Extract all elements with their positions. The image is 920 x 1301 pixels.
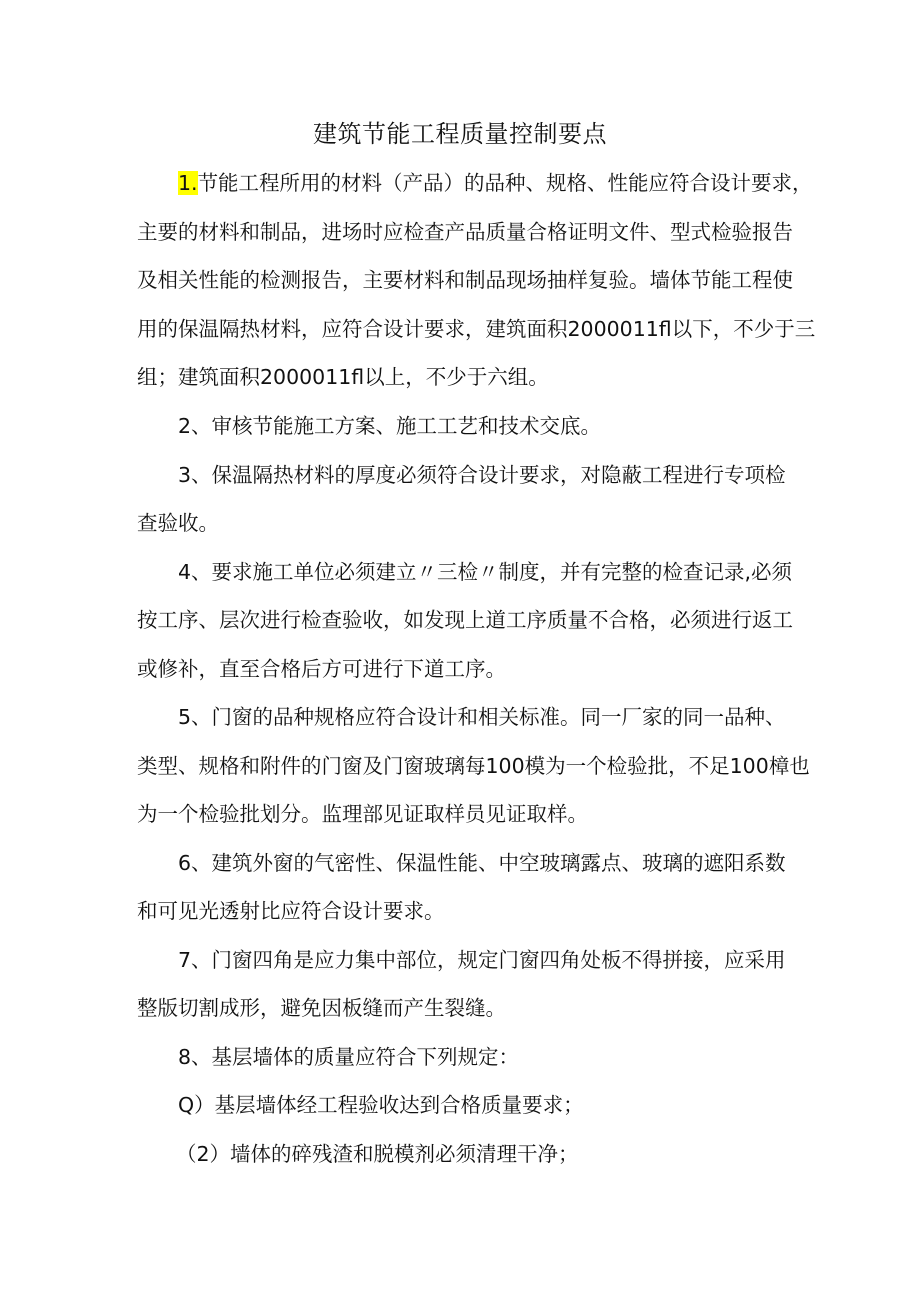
paragraph-1-line-3: 及相关性能的检测报告，主要材料和制品现场抽样复验。墙体节能工程使 xyxy=(137,268,793,292)
paragraph-6-line-2: 和可见光透射比应符合设计要求。 xyxy=(137,899,445,923)
paragraph-4-line-3: 或修补，直至合格后方可进行下道工序。 xyxy=(137,657,506,681)
paragraph-1-line-4: 用的保温隔热材料，应符合设计要求，建筑面积2000011fl以下，不少于三 xyxy=(137,317,816,341)
paragraph-5-line-2: 类型、规格和附件的门窗及门窗玻璃每100模为一个检验批，不足100樟也 xyxy=(137,754,810,778)
paragraph-8-line-1: 8、基层墙体的质量应符合下列规定： xyxy=(178,1045,520,1069)
paragraph-4-line-1: 4、要求施工单位必须建立〃三检〃制度，并有完整的检查记录,必须 xyxy=(178,560,793,584)
paragraph-4-line-2: 按工序、层次进行检查验收，如发现上道工序质量不合格，必须进行返工 xyxy=(137,608,793,632)
highlighted-number: 1. xyxy=(178,171,198,195)
paragraph-3-line-1: 3、保温隔热材料的厚度必须符合设计要求，对隐蔽工程进行专项检 xyxy=(178,463,786,487)
paragraph-6-line-1: 6、建筑外窗的气密性、保温性能、中空玻璃露点、玻璃的遮阳系数 xyxy=(178,851,786,875)
paragraph-2-line-1: 2、审核节能施工方案、施工工艺和技术交底。 xyxy=(178,414,602,438)
paragraph-1-text: 节能工程所用的材料（产品）的品种、规格、性能应符合设计要求， xyxy=(197,171,813,195)
sub-item-1: Q）基层墙体经工程验收达到合格质量要求； xyxy=(178,1093,584,1117)
paragraph-1-line-5: 组；建筑面积2000011fl以上，不少于六组。 xyxy=(137,365,549,389)
paragraph-5-line-1: 5、门窗的品种规格应符合设计和相关标准。同一厂家的同一品种、 xyxy=(178,705,786,729)
paragraph-1-line-1 xyxy=(178,163,813,203)
paragraph-7-line-2: 整版切割成形，避免因板缝而产生裂缝。 xyxy=(137,996,506,1020)
paragraph-5-line-3: 为一个检验批划分。监理部见证取样员见证取样。 xyxy=(137,802,588,826)
paragraph-3-line-2: 查验收。 xyxy=(137,511,219,535)
document-title: 建筑节能工程质量控制要点 xyxy=(313,120,607,148)
paragraph-7-line-1: 7、门窗四角是应力集中部位，规定门窗四角处板不得拼接，应采用 xyxy=(178,948,786,972)
sub-item-2: （2）墙体的碎残渣和脱模剂必须清理干净； xyxy=(176,1142,579,1166)
paragraph-1-line-2: 主要的材料和制品，进场时应检查产品质量合格证明文件、型式检验报告 xyxy=(137,220,793,244)
